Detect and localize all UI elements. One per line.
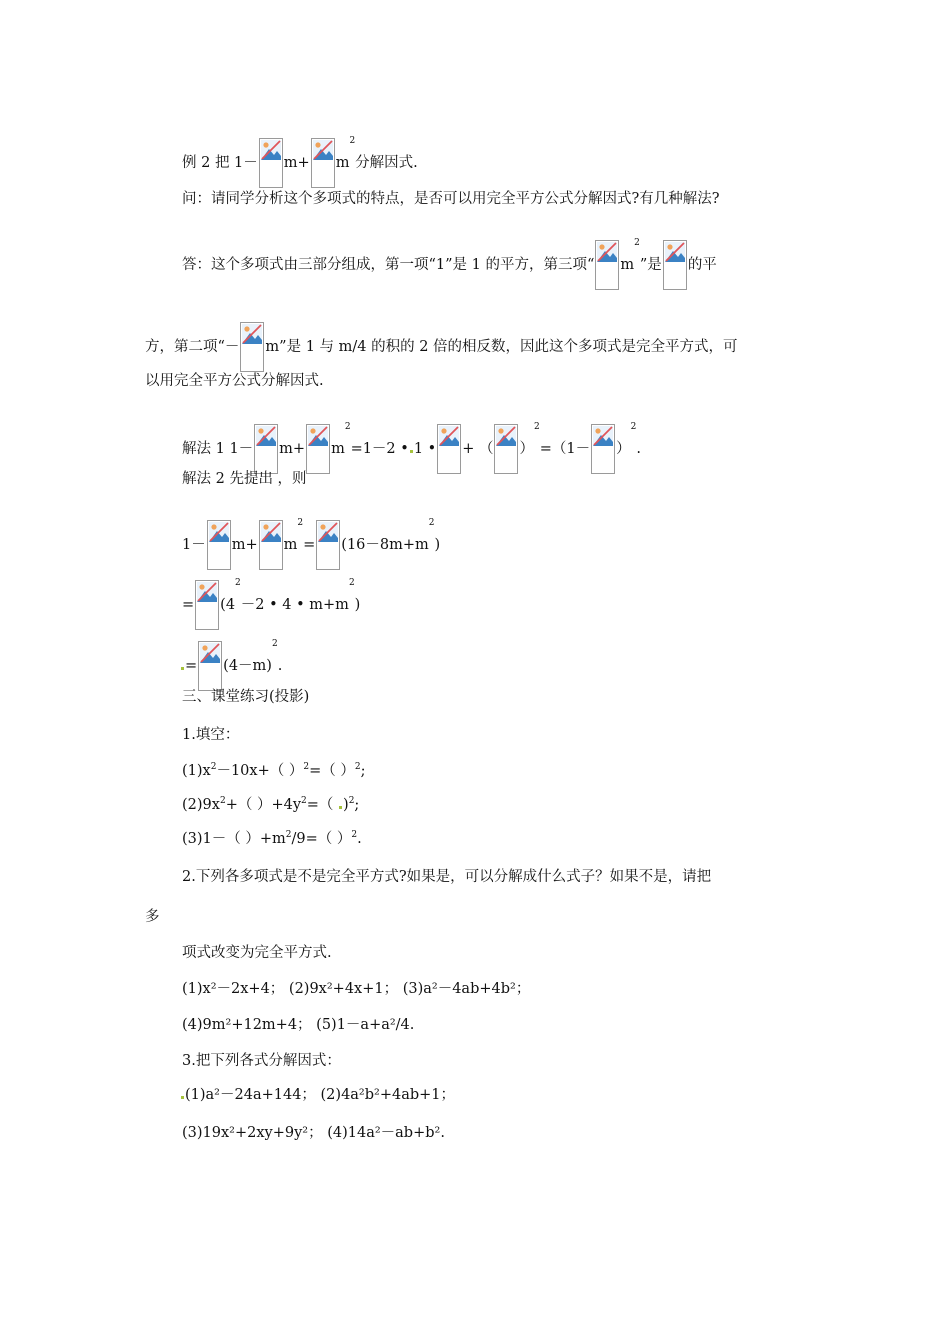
broken-image-icon (316, 520, 340, 570)
exercise-q2-cont: 项式改变为完全平方式. (182, 945, 332, 961)
broken-image-icon (198, 641, 222, 691)
method2-line-3: = $(4-m)^2$. (180, 641, 282, 691)
broken-image-icon (254, 424, 278, 474)
exercise-q1-1: $(1)x^2-10x+$（ ）$^2$=（ ）$^2$; (182, 762, 366, 779)
exercise-q1-3: (3)1－（ ）$+m^2/9=$（ ）$^2$. (182, 830, 362, 847)
exercise-q2-items-2: (4)9m²+12m+4； (5)1－a+a²/4. (182, 1017, 415, 1033)
exercise-q2: 2.下列各多项式是不是完全平方式?如果是，可以分解成什么式子？如果不是，请把 (182, 869, 712, 885)
broken-image-icon (663, 240, 687, 290)
broken-image-icon (259, 520, 283, 570)
broken-image-icon (311, 138, 335, 188)
broken-image-icon (195, 580, 219, 630)
method2-line-2: = ($4^2-2$ • 4 • $m+m^2$) (182, 580, 360, 630)
method2-label: 解法 2 先提出 ，则 (182, 471, 307, 487)
marker-dot (410, 450, 413, 453)
broken-image-icon (591, 424, 615, 474)
broken-image-icon (595, 240, 619, 290)
method2-line-1: 1－ m+ $m^2=$ $(16-8m+m^2)$ (182, 520, 440, 570)
marker-dot (181, 1096, 184, 1099)
broken-image-icon (259, 138, 283, 188)
marker-dot (181, 667, 184, 670)
answer-line-1: 答：这个多项式由三部分组成，第一项“1”是 1 的平方，第三项“ $m^2$”是 的平 (182, 240, 717, 290)
broken-image-icon (494, 424, 518, 474)
answer-line-3: 以用完全平方公式分解因式. (145, 373, 324, 389)
method1-line: 解法 1 1－ m+ $m^2=1-2$ • 1 • + （ ）$^2$=（1－ ）$^2$. (182, 424, 641, 474)
exercise-q2-items-1: (1)x²－2x+4； (2)9x²+4x+1； (3)a²－4ab+4b²； (182, 981, 531, 997)
broken-image-icon (240, 322, 264, 372)
example2-line: 例 2 把 1－ m+ $m^2$分解因式. (182, 138, 418, 188)
exercise-q3-items-1: (1)a²－24a+144； (2)4a²b²+4ab+1； (180, 1088, 455, 1103)
answer-line-2: 方，第二项“－ m”是 1 与 m/4 的积的 2 倍的相反数，因此这个多项式是完全平方式，可 (145, 322, 738, 372)
broken-image-icon (207, 520, 231, 570)
broken-image-icon (437, 424, 461, 474)
broken-image-icon (306, 424, 330, 474)
exercise-q1: 1.填空： (182, 727, 240, 743)
exercise-heading: 三、课堂练习(投影) (182, 689, 310, 705)
exercise-q3-items-2: (3)19x²+2xy+9y²； (4)14a²－ab+b². (182, 1125, 445, 1141)
exercise-q3: 3.把下列各式分解因式： (182, 1053, 341, 1069)
exercise-q2-wrap: 多 (145, 909, 160, 925)
question-line: 问：请同学分析这个多项式的特点，是否可以用完全平方公式分解因式?有几种解法? (182, 191, 720, 207)
marker-dot (339, 806, 342, 809)
exercise-q1-2: $(2)9x^2+$（ ）$+4y^2=$（ )$^2$; (182, 796, 360, 813)
